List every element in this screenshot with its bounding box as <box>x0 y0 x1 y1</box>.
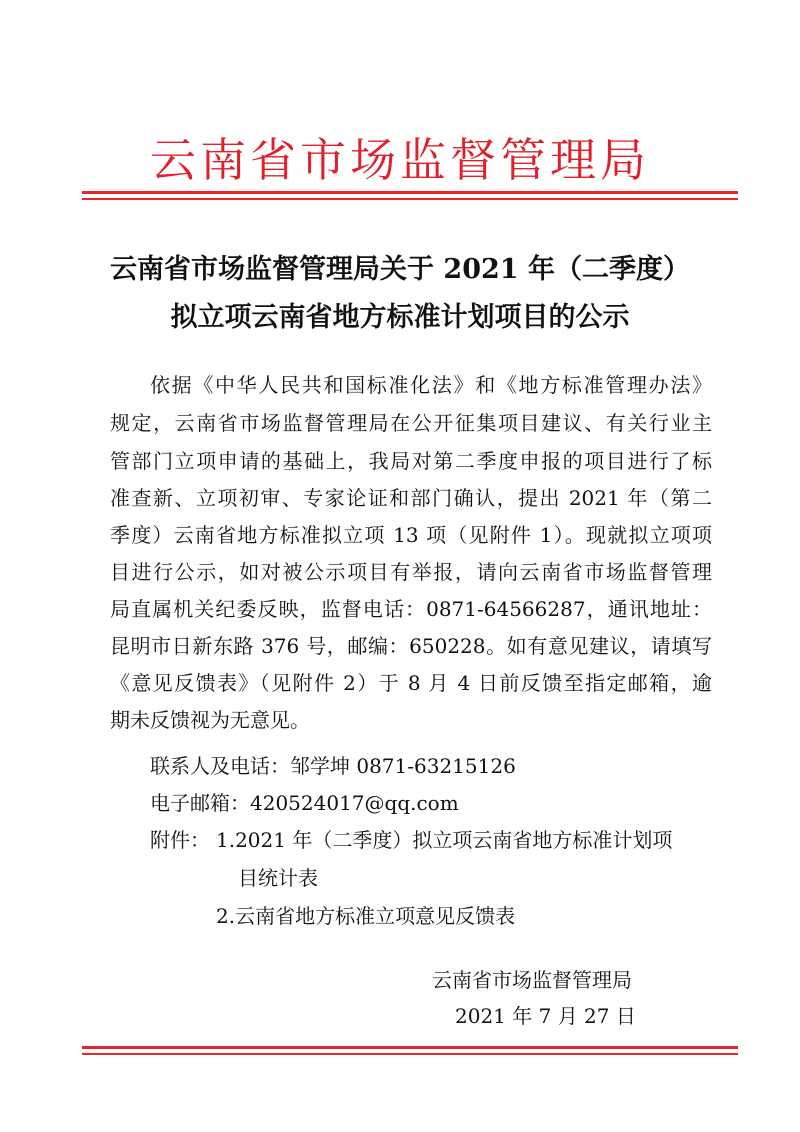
attachment-2: 2.云南省地方标准立项意见反馈表 <box>216 904 516 928</box>
attachment-1-continued: 目统计表 <box>238 866 318 890</box>
body-line: 依据《中华人民共和国标准化法》和《地方标准管理办法》 <box>150 373 712 397</box>
signature-date: 2021 年 7 月 27 日 <box>455 1004 636 1028</box>
body-line: 季度）云南省地方标准拟立项 13 项（见附件 1）。现就拟立项项 <box>110 523 712 547</box>
attachment-label: 附件： <box>150 828 210 852</box>
body-line: 局直属机关纪委反映，监督电话：0871-64566287，通讯地址： <box>110 597 712 621</box>
body-line: 规定，云南省市场监督管理局在公开征集项目建议、有关行业主 <box>110 411 712 435</box>
contact-email: 电子邮箱：420524017@qq.com <box>150 791 459 815</box>
letterhead-rule-thin <box>82 198 738 200</box>
body-line: 准查新、立项初审、专家论证和部门确认，提出 2021 年（第二 <box>110 486 712 510</box>
body-line: 期未反馈视为无意见。 <box>110 708 310 732</box>
body-line: 目进行公示，如对被公示项目有举报，请向云南省市场监督管理 <box>110 560 712 584</box>
document-title-line2: 拟立项云南省地方标准计划项目的公示 <box>170 302 630 333</box>
document-title-line1: 云南省市场监督管理局关于 2021 年（二季度） <box>110 254 690 285</box>
body-line: 《意见反馈表》（见附件 2）于 8 月 4 日前反馈至指定邮箱，逾 <box>110 671 712 695</box>
body-line: 昆明市日新东路 376 号，邮编：650228。如有意见建议，请填写 <box>110 634 712 658</box>
attachment-1: 1.2021 年（二季度）拟立项云南省地方标准计划项 <box>216 828 673 852</box>
letterhead-rule-thick <box>82 191 738 194</box>
contact-phone: 联系人及电话：邹学坤 0871-63215126 <box>150 754 516 778</box>
letterhead-agency-name: 云南省市场监督管理局 <box>150 133 650 187</box>
body-line: 管部门立项申请的基础上，我局对第二季度申报的项目进行了标 <box>110 449 712 473</box>
signature-agency: 云南省市场监督管理局 <box>432 968 632 992</box>
footer-rule-thick <box>82 1046 738 1049</box>
footer-rule-thin <box>82 1053 738 1055</box>
